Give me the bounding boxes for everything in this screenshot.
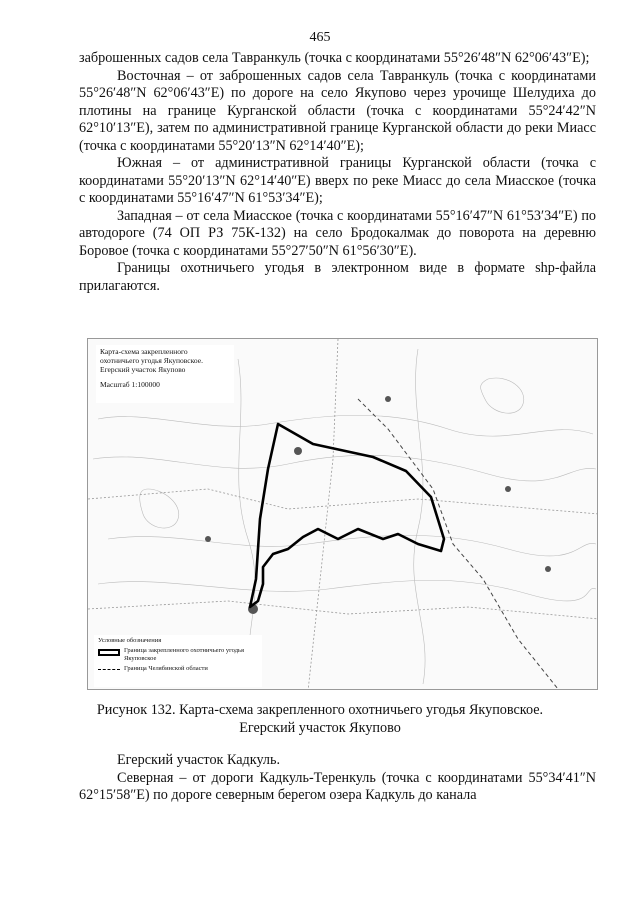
- map-scale: Масштаб 1:100000: [100, 380, 160, 389]
- map-title-box: [96, 345, 234, 403]
- paragraph: заброшенных садов села Тавранкуль (точка с координатами 55°26′48″N 62°06′43″E);: [79, 50, 590, 66]
- paragraph: Границы охотничьего угодья в электронном виде в формате shp-файла прилагаются.: [79, 260, 596, 294]
- legend-item: [98, 647, 258, 663]
- region-border-line: [358, 399, 558, 689]
- legend-label: Граница закрепленного охотничьего угодья Якуповское: [124, 647, 244, 662]
- map-title-line: охотничьего угодья Якуповское.: [100, 356, 203, 365]
- settlements: [205, 396, 551, 614]
- hunting-ground-boundary: [250, 424, 444, 607]
- body-text-bottom: [79, 752, 596, 805]
- paragraph: Южная – от административной границы Курганской области (точка с координатами 55°20′13″N 62°14′40″E) вверх по реке Миасс до села Миасское (точка с координатами 55°16′47″N 61°53′34″E);: [79, 155, 596, 206]
- paragraph: Северная – от дороги Кадкуль-Теренкуль (точка с координатами 55°34′41″N 62°15′58″E) по дороге северным берегом озера Кадкуль до канала: [79, 769, 596, 803]
- caption-line: Рисунок 132. Карта-схема закрепленного охотничьего угодья Якуповское.: [96, 702, 544, 718]
- legend-title: Условные обозначения: [98, 637, 162, 644]
- paragraph: Западная – от села Миасское (точка с координатами 55°16′47″N 61°53′34″E) по автодороге (74 ОП РЗ 75К-132) на село Бродокалмак до поворота на деревню Боровое (точка с координатами 55°27′50″N 61°56′30″E).: [79, 207, 596, 259]
- map-title-line: Егерский участок Якупово: [100, 365, 186, 374]
- caption-line: Егерский участок Якупово: [239, 720, 401, 736]
- legend-label: Граница Челябинской области: [124, 665, 208, 672]
- paragraph: Восточная – от заброшенных садов села Тавранкуль (точка с координатами 55°26′48″N 62°06′43″E) по дороге на село Якупово через урочище Шелудиха до плотины на границе Курганской области (точка с координатами 55°24′42″N 62°10′13″E), затем по административной границе Курганской области до реки Миасс (точка с координатами 55°20′13″N 62°14′40″E);: [79, 67, 596, 154]
- legend-swatch-thick: [98, 649, 120, 656]
- figure-caption: [0, 701, 640, 737]
- map-legend: [94, 635, 262, 687]
- body-text-top: [79, 50, 596, 295]
- map-title-line: Карта-схема закрепленного: [100, 347, 188, 356]
- legend-swatch-dashed: [98, 669, 120, 670]
- map-figure: [87, 338, 598, 690]
- legend-item: [98, 665, 258, 673]
- page-number: 465: [309, 30, 331, 45]
- paragraph: Егерский участок Кадкуль.: [117, 752, 281, 768]
